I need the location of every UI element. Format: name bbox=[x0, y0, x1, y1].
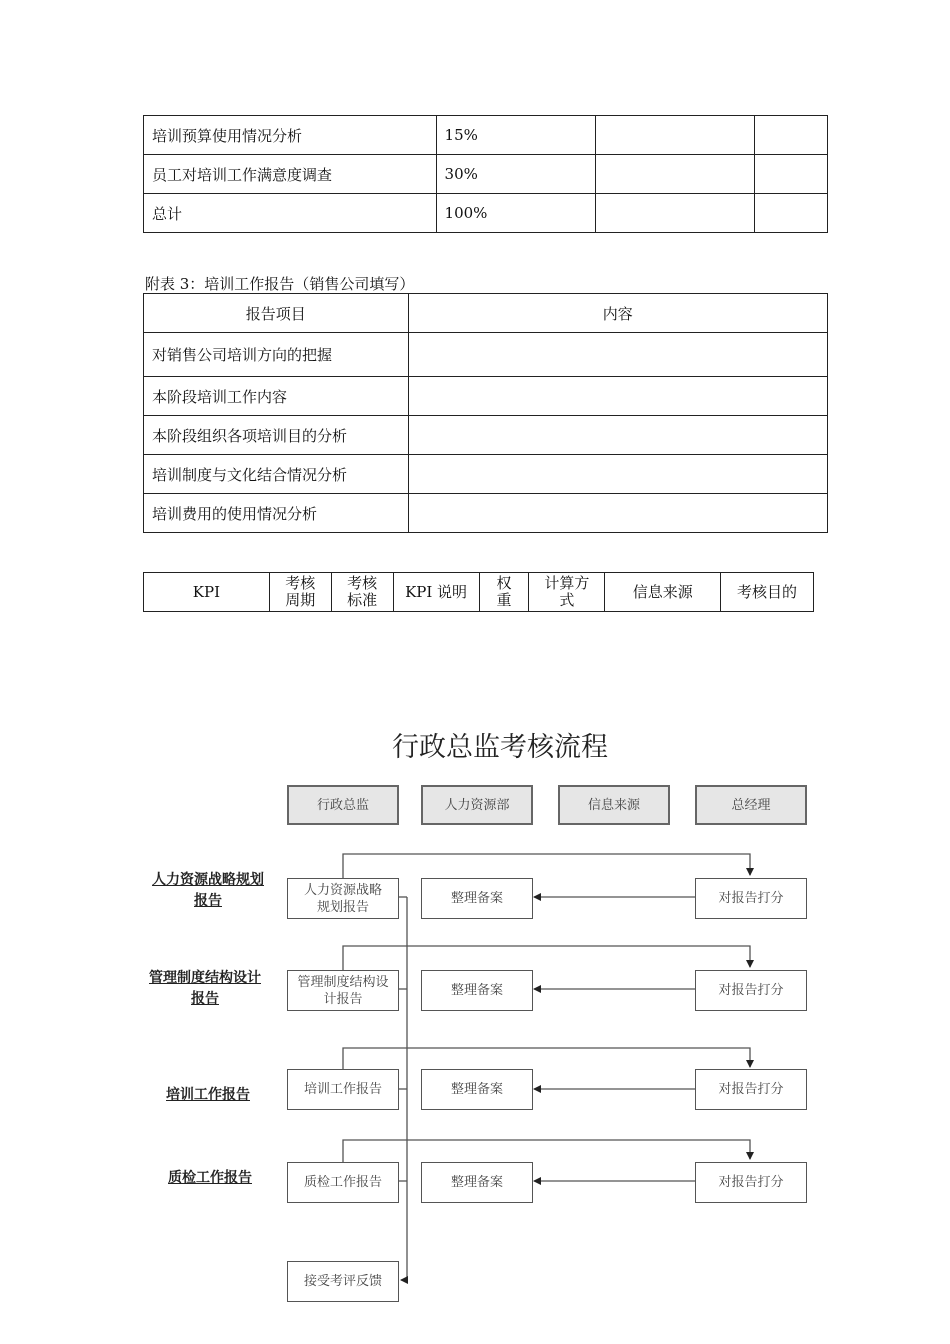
column-header-info-source: 信息来源 bbox=[558, 785, 670, 825]
table-cell bbox=[596, 155, 755, 194]
column-header: 计算方式 bbox=[529, 573, 605, 612]
table-cell bbox=[408, 455, 827, 494]
column-header-hr: 人力资源部 bbox=[421, 785, 533, 825]
file-box: 整理备案 bbox=[421, 970, 533, 1011]
feedback-box: 接受考评反馈 bbox=[287, 1261, 399, 1302]
column-header: KPI bbox=[144, 573, 270, 612]
column-header: 考核目的 bbox=[721, 573, 814, 612]
table-cell bbox=[408, 377, 827, 416]
table-cell: 培训预算使用情况分析 bbox=[144, 116, 437, 155]
stage-label: 人力资源战略规划报告 bbox=[152, 872, 264, 909]
table-row bbox=[144, 455, 828, 494]
column-header: 内容 bbox=[408, 294, 827, 333]
table-row bbox=[144, 155, 828, 194]
column-header: 信息来源 bbox=[605, 573, 721, 612]
table-header-row bbox=[144, 573, 814, 612]
score-box: 对报告打分 bbox=[695, 1069, 807, 1110]
kpi-header-table bbox=[143, 572, 814, 612]
stage-label: 质检工作报告 bbox=[168, 1170, 252, 1186]
stage-label: 培训工作报告 bbox=[166, 1087, 250, 1103]
table-cell bbox=[408, 333, 827, 377]
table-row bbox=[144, 377, 828, 416]
score-box: 对报告打分 bbox=[695, 970, 807, 1011]
column-header: 考核标准 bbox=[331, 573, 393, 612]
table-cell bbox=[755, 194, 828, 233]
table-cell bbox=[755, 155, 828, 194]
report-box: 质检工作报告 bbox=[287, 1162, 399, 1203]
column-header: 报告项目 bbox=[144, 294, 409, 333]
table-cell bbox=[755, 116, 828, 155]
table-cell bbox=[596, 116, 755, 155]
table-cell: 本阶段培训工作内容 bbox=[144, 377, 409, 416]
table-cell bbox=[408, 494, 827, 533]
file-box: 整理备案 bbox=[421, 878, 533, 919]
kpi-weight-table bbox=[143, 115, 828, 233]
column-header: KPI 说明 bbox=[393, 573, 479, 612]
table-row bbox=[144, 494, 828, 533]
column-header: 权重 bbox=[479, 573, 529, 612]
table-row bbox=[144, 116, 828, 155]
table-row bbox=[144, 194, 828, 233]
file-box: 整理备案 bbox=[421, 1069, 533, 1110]
table-cell: 本阶段组织各项培训目的分析 bbox=[144, 416, 409, 455]
table-cell: 培训制度与文化结合情况分析 bbox=[144, 455, 409, 494]
table-cell bbox=[596, 194, 755, 233]
table-row bbox=[144, 416, 828, 455]
column-header: 考核周期 bbox=[269, 573, 331, 612]
stage-label: 管理制度结构设计报告 bbox=[149, 970, 261, 1007]
file-box: 整理备案 bbox=[421, 1162, 533, 1203]
training-report-table bbox=[143, 293, 828, 533]
column-header-director: 行政总监 bbox=[287, 785, 399, 825]
table-row bbox=[144, 333, 828, 377]
table-cell: 员工对培训工作满意度调查 bbox=[144, 155, 437, 194]
table-cell: 30% bbox=[436, 155, 596, 194]
table-cell: 对销售公司培训方向的把握 bbox=[144, 333, 409, 377]
table-cell: 15% bbox=[436, 116, 596, 155]
table-cell bbox=[408, 416, 827, 455]
table-cell: 总计 bbox=[144, 194, 437, 233]
table-caption: 附表 3：培训工作报告（销售公司填写） bbox=[145, 275, 415, 293]
score-box: 对报告打分 bbox=[695, 1162, 807, 1203]
flowchart-title: 行政总监考核流程 bbox=[392, 732, 608, 763]
table-cell: 100% bbox=[436, 194, 596, 233]
report-box: 人力资源战略规划报告 bbox=[287, 878, 399, 919]
report-box: 培训工作报告 bbox=[287, 1069, 399, 1110]
table-header-row bbox=[144, 294, 828, 333]
report-box: 管理制度结构设计报告 bbox=[287, 970, 399, 1011]
score-box: 对报告打分 bbox=[695, 878, 807, 919]
column-header-gm: 总经理 bbox=[695, 785, 807, 825]
flowchart bbox=[0, 700, 950, 1344]
table-cell: 培训费用的使用情况分析 bbox=[144, 494, 409, 533]
